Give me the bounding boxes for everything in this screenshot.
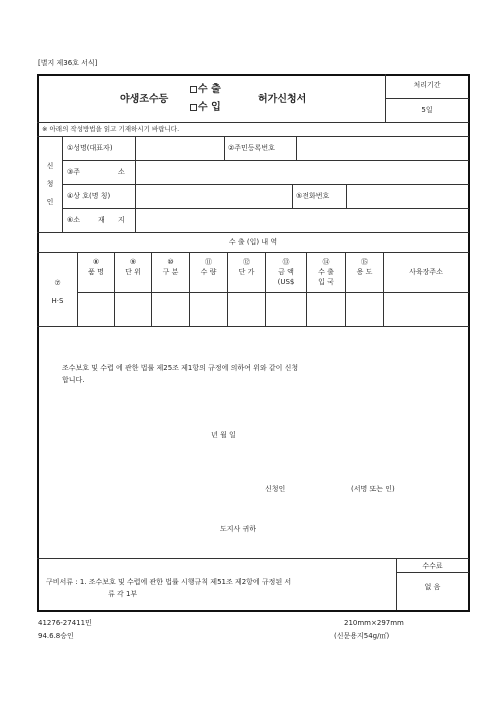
processing-divider <box>385 98 469 99</box>
unit-price-field[interactable] <box>228 293 265 326</box>
col-item-label: 품 명 <box>88 268 104 276</box>
processing-period-value: 5일 <box>421 106 433 114</box>
address-field[interactable] <box>136 161 468 184</box>
instruction-note: ※ 아래의 작성방법을 읽고 기재하시기 바랍니다. <box>42 125 180 133</box>
signer-label: 신청인 <box>265 485 286 493</box>
import-option[interactable]: 수 입 <box>190 102 221 114</box>
approval-date: 94.6.8승인 <box>38 632 74 640</box>
resident-number-label: ②주민등록번호 <box>228 144 275 152</box>
frame-left <box>37 74 39 612</box>
col-unit-num: ⑨ <box>129 258 137 266</box>
details-header: 수 출 (입) 내 역 <box>228 238 278 246</box>
frame-bottom <box>37 610 470 612</box>
col-amount-num: ⑬ <box>282 258 290 266</box>
col-qty-label: 수 량 <box>200 268 217 276</box>
applicant-label-2: 청 <box>46 180 54 188</box>
name-field[interactable] <box>136 137 224 160</box>
address-label: ③주 <box>67 168 81 176</box>
attachments-label-2: 류 각 1부 <box>108 590 138 598</box>
col-price-label: 단 가 <box>238 268 255 276</box>
applicant-bottom <box>37 232 469 233</box>
amount-field[interactable] <box>266 293 306 326</box>
export-option[interactable]: 수 출 <box>190 84 221 96</box>
col-type-label: 구 분 <box>162 268 179 276</box>
item-field[interactable] <box>78 293 114 326</box>
col-type-num: ⑩ <box>167 258 174 266</box>
trade-name-label: ④상 호(명 칭) <box>67 192 111 200</box>
paper-size: 210mm×297mm <box>344 619 404 627</box>
form-code: 41276-27411민 <box>38 619 92 627</box>
phone-label: ⑤전화번호 <box>296 192 330 200</box>
name-label: ①성명(대표자) <box>67 144 113 152</box>
hs-number: ⑦ <box>54 279 61 287</box>
trade-name-field[interactable] <box>136 185 292 208</box>
location-field[interactable] <box>136 209 468 232</box>
attachments-label: 구비서류 : 1. 조수보호 및 수렵에 관한 법률 시행규칙 제51조 제2항에 규정된 서 <box>46 578 292 586</box>
title-bottom <box>37 122 469 123</box>
processing-period-label: 처리기간 <box>413 81 441 89</box>
form-number-label: [별지 제36호 서식] <box>38 59 98 67</box>
frame-right <box>468 74 470 612</box>
form-title-prefix: 야생조수등 <box>120 94 169 105</box>
col-amount-label: 금 액 <box>278 268 294 276</box>
declaration-line-1: 조수보호 및 수렵 에 관한 법률 제25조 제1항의 규정에 의하여 위와 같이 신청 <box>62 364 299 372</box>
col-country-label: 수 출 <box>318 268 334 276</box>
col-price-num: ⑫ <box>243 258 250 266</box>
col-item-num: ⑧ <box>92 258 100 266</box>
location-label: ⑥소 <box>67 216 81 224</box>
fee-label: 수수료 <box>422 562 443 570</box>
signature-note: (서명 또는 인) <box>351 485 395 493</box>
breeding-address-field[interactable] <box>384 293 468 326</box>
col-amount-unit: (US$ <box>277 278 295 286</box>
details-bottom <box>37 326 469 327</box>
signer-field[interactable] <box>295 480 345 494</box>
col-unit-label: 단 위 <box>125 268 141 276</box>
type-field[interactable] <box>152 293 189 326</box>
phone-field[interactable] <box>347 185 468 208</box>
declaration-line-2: 합니다. <box>62 376 85 384</box>
applicant-label-1: 신 <box>46 162 54 170</box>
fee-value: 없 음 <box>424 583 441 591</box>
col-purpose-num: ⑮ <box>361 258 368 266</box>
col-qty-num: ⑪ <box>205 258 212 266</box>
hs-label: H·S <box>51 297 64 305</box>
export-checkbox[interactable] <box>190 86 197 93</box>
paper-type: (신문용지54g/㎡) <box>334 632 390 640</box>
col-country-num: ⑭ <box>322 258 330 266</box>
hs-field[interactable] <box>38 293 77 326</box>
resident-number-field[interactable] <box>297 137 468 160</box>
date-line: 년 월 일 <box>211 431 236 439</box>
unit-field[interactable] <box>115 293 151 326</box>
form-title-suffix: 허가신청서 <box>258 94 307 105</box>
attachments-top <box>37 558 469 559</box>
col-country-label-2: 입 국 <box>318 278 334 286</box>
col-breeding-address-label: 사육장주소 <box>409 268 443 276</box>
addressee: 도지사 귀하 <box>220 525 257 533</box>
address-label-2: 소 <box>118 168 125 176</box>
import-checkbox[interactable] <box>190 104 197 111</box>
col-purpose-label: 용 도 <box>356 268 373 276</box>
purpose-field[interactable] <box>346 293 383 326</box>
country-field[interactable] <box>307 293 345 326</box>
applicant-label-3: 인 <box>46 198 54 206</box>
location-label-3: 지 <box>118 216 125 224</box>
frame-top <box>37 74 470 76</box>
quantity-field[interactable] <box>190 293 227 326</box>
location-label-2: 재 <box>98 216 105 224</box>
